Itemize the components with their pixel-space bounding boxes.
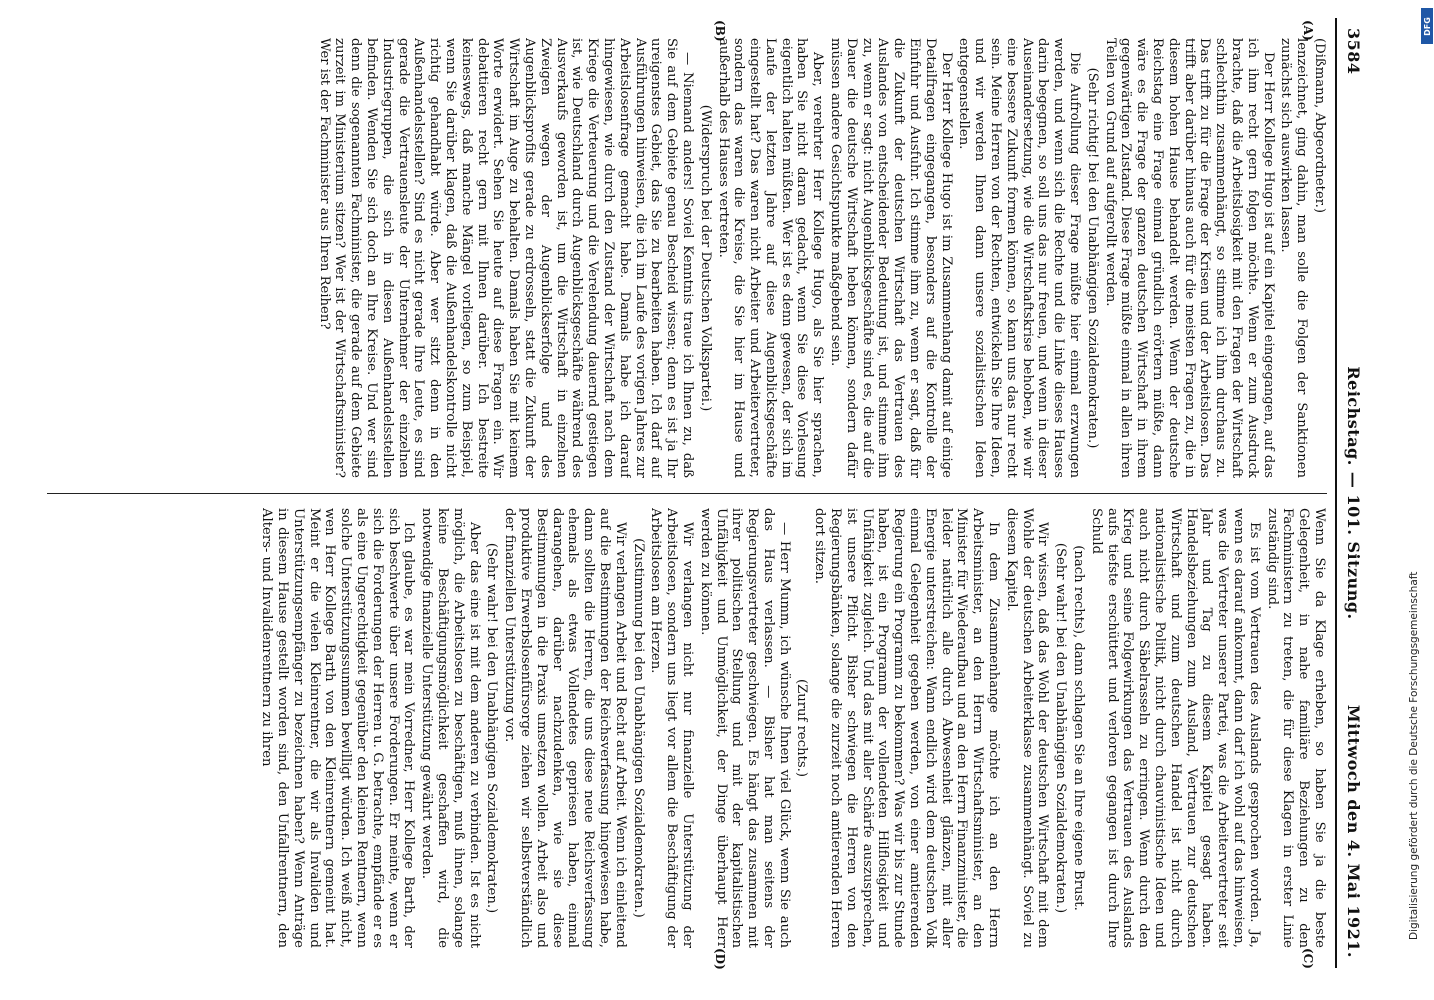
rotated-document-page	[27, 18, 1367, 968]
margin-marker-a: (A)	[1301, 20, 1315, 41]
margin-marker-b: (B)	[713, 20, 727, 42]
funding-note-text: Digitalisierung gefördert durch die Deutsche Forschungsgemeinschaft	[1408, 571, 1420, 940]
session-date: Mittwoch den 4. Mai 1921.	[1344, 704, 1363, 958]
paragraph: Der Herr Kollege Hugo ist auf ein Kapitel eingegangen, auf das ich ihm recht gern folgen möchte. Wenn er zum Ausdruck brachte, daß die Arbeitslosigkeit mit den Fragen der Wirtschaft schlechthin zusammenhängt, so stimme ich ihm durchaus zu. Das trifft zu für die Frage der Krisen und der Arbeitslosen. Das trifft aber darüber hinaus auch für die meisten Fragen zu, die in diesem hohen Hause behandelt werden. Wenn der deutsche Reichstag eine Frage einmal gründlich erörtern müßte, dann wäre es die Frage der ganzen deutschen Wirtschaft in ihrem gegenwärtigen Zustand. Diese Frage müßte einmal in allen ihren Teilen von Grund auf aufgerollt werden.	[1102, 38, 1276, 478]
interjection: (nach rechts), dann schlagen Sie an Ihre eigene Brust.	[1071, 545, 1087, 911]
dfg-logo-badge	[1421, 8, 1433, 44]
speaker-note: (Dißmann, Abgeordneter.)	[1312, 38, 1327, 213]
paragraph: Wir wissen, daß das Wohl der deutschen Wirtschaft mit dem Wohle der deutschen Arbeiterklasse zusammenhängt. Soviel zu diesem Kapitel.	[1003, 508, 1051, 948]
paragraph: Aber das eine ist mit dem anderen zu verbinden. Ist es nicht möglich, die Arbeitslosen zu beschäftigen, muß ihnen, solange keine Beschäftigungsmöglichkeit geschaffen wird, die notwendige finanzielle Unterstützung gewährt werden.	[419, 508, 482, 948]
paragraph: Wir verlangen nicht nur finanzielle Unterstützung der Arbeitslosen, sondern uns liegt vor allem die Beschäftigung der Arbeitslosen am Herzen.	[648, 508, 695, 948]
paragraph: Ich glaube, es war mein Vorredner, Herr Kollege Barth, der sich beschwerte über unsere Forderungen. Er meinte, wenn er sich die Forderungen der Herren u. G. betrachte, empfände er es als eine Ungerechtigkeit gegenüber den kleinen Rentnern, wenn solche Unterstützungssummen bewilligt würden. Ich weiß nicht, wen Herr Kollege Barth von den Kleinrentnern gemeint hat. Meint er die vielen Kleinrentner, die wir als Invaliden und Unterstützungsempfänger zu bezeichnen haben? Wenn Anträge in diesem Hause gestellt worden sind, den Unfallrentnern, den Alters- und Invalidenrentnern zu ihren	[259, 508, 417, 948]
interjection: (Zustimmung bei den Unabhängigen Sozialdemokraten.)	[630, 538, 646, 918]
interjection: (Widerspruch bei der Deutschen Volkspartei.)	[697, 104, 713, 412]
right-column	[47, 508, 1327, 948]
funding-side-note	[1388, 60, 1420, 940]
paragraph: Wenn Sie da Klage erheben, so haben Sie ja die beste Gelegenheit, in nahe familiäre Beziehungen zu den Fachministern zu treten, die für diese Klagen in erster Linie zuständig sind.	[1264, 508, 1327, 948]
paragraph: Wir verlangen Arbeit und Recht auf Arbeit. Wenn ich einleitend auf die Bestimmungen der Reichsverfassung hingewiesen habe, dann sollten die Herren, die uns diese neue Reichsverfassung ehemals als etwas Vollendetes gepriesen haben, einmal darangehen, darüber nachzudenken, wie sie diese Bestimmungen in die Praxis umsetzen wollen. Arbeit also und produktive Erwerbslosenfürsorge ziehen wir selbstverständlich der finanziellen Unterstützung vor.	[502, 508, 628, 948]
interjection: (Sehr richtig! bei den Unabhängigen Sozialdemokraten.)	[1084, 67, 1100, 449]
interjection: (Sehr wahr! bei den Unabhängigen Sozialdemokraten.)	[1053, 542, 1069, 914]
dfg-logo-text: DFG	[1422, 16, 1432, 36]
paragraph: — Niemand anders! Soviel Kenntnis traue ich Ihnen zu, daß Sie auf dem Gebiete genau Bescheid wissen; denn es ist ja Ihr ureigenstes Gebiet, das Sie zu bearbeiten haben. Ich darf auf Ausführungen hinweisen, die ich im Laufe des vorigen Jahres zur Arbeitslosenfrage gemacht habe. Damals habe ich darauf hingewiesen, wie durch den Zustand der Wirtschaft nach dem Kriege die Verteuerung und die Verelendung dauernd gestiegen ist, wie Deutschland durch Augenblicksgeschäfte während des Ausverkaufs geworden ist, um die Wirtschaft in einzelnen Zweigen wegen der Augenblickserfolge und des Augenblicksprofits gerade zu erdrosseln, statt die Zukunft der Wirtschaft im Auge zu behalten. Damals haben Sie mit keinem Worte erwidert. Sehen Sie heute auf diese Fragen ein. Wir debattieren recht gern mit Ihnen darüber. Ich bestreite keineswegs, daß manche Mängel vorliegen, so zum Beispiel, wenn Sie darüber klagen, daß die Außenhandelskontrolle nicht richtig gehandhabt würde. Aber wer sitzt denn in den Außenhandelsstellen? Sind es nicht gerade Ihre Leute, es sind gerade die Vertrauensleute der Unternehmer der einzelnen Industriegruppen, die sich in diesen Außenhandelsstellen befinden. Wenden Sie sich doch an Ihre Kreise. Und wer sind denn die sogenannten Fachminister, die gerade auf dem Gebiete zurzeit im Ministerium sitzen? Wer ist der Wirtschaftsminister? Wer ist der Fachminister aus Ihren Reihen?	[316, 38, 695, 478]
session-title: Reichstag. — 101. Sitzung.	[1344, 366, 1363, 620]
left-column	[47, 38, 1327, 478]
interjection: (Sehr wahr! bei den Unabhängigen Sozialdemokraten.)	[484, 542, 500, 914]
paragraph: In dem Zusammenhange möchte ich an den Herrn Arbeitsminister, an den Herrn Wirtschaftsminister, an den Minister für Wiederaufbau und an den Herrn Finanzminister, die leider natürlich alle durch Abwesenheit glänzen, mit aller Energie unterstreichen: Wann endlich wird dem deutschen Volk einmal Gelegenheit gegeben werden, von einer amtierenden Regierung ein Programm zu bekommen? Was wir bis zur Stunde haben, ist ein Programm der vollendeten Hilflosigkeit und Unfähigkeit zugleich. Und das mit aller Schärfe auszusprechen, ist unsere Pflicht. Bisher schwiegen die Herren von den Regierungsbänken, solange die zurzeit noch amtierenden Herren dort sitzen.	[812, 508, 1002, 948]
margin-marker-d: (D)	[713, 948, 727, 970]
paragraph: Die Aufrollung dieser Frage müßte hier einmal erzwungen werden, und wenn sich die Rechte und die Linke dieses Hauses darin begegnen, so soll uns das nur freuen, und wenn in dieser Auseinandersetzung, wie die Wirtschaftskrise behoben, wie wir eine bessere Zukunft formen können, so kann uns das nur recht sein. Meine Herren von der Rechten, entwickeln Sie Ihre Ideen, und wir werden Ihnen dann unsere sozialistischen Ideen entgegenstellen.	[956, 38, 1083, 478]
page-number: 3584	[1344, 28, 1363, 75]
page-header	[1337, 18, 1367, 968]
interjection: (Zuruf rechts.)	[794, 678, 810, 778]
column-divider	[47, 493, 1327, 494]
paragraph: Aber, verehrter Herr Kollege Hugo, als Sie hier sprachen, haben Sie nicht daran gedacht, wenn Sie diese Vorlesung eigentlich halten müßten. Wer ist es denn gewesen, der sich im Laufe der letzten Jahre auf diese Augenblicksgeschäfte eingestellt hat? Das waren nicht Arbeiter und Arbeitervertreter, sondern das waren die Kreise, die Sie hier im Hause und außerhalb des Hauses vertreten.	[715, 38, 826, 478]
paragraph: Der Herr Kollege Hugo ist im Zusammenhang damit auf einige Detailfragen eingegangen, besonders auf die Kontrolle der Einfuhr und Ausfuhr. Ich stimme ihm zu, wenn er sagt, daß für die Zukunft der deutschen Wirtschaft das Vertrauen des Auslandes von entscheidender Bedeutung ist, und stimme ihm zu, wenn er sagt: nicht Augenblicksgeschäfte sind es, die auf die Dauer die deutsche Wirtschaft heben können, sondern dafür müssen andere Gesichtspunkte maßgebend sein.	[828, 38, 954, 478]
header-rule	[1335, 18, 1337, 968]
paragraph: Es ist vom Vertrauen des Auslands gesprochen worden. Ja, wenn es darauf ankommt, dann darf ich wohl auf das hinweisen, was die Vertreter unserer Partei, was die Arbeitervertreter seit Jahr und Tag zu diesem Kapitel gesagt haben. Handelsbeziehungen zum Ausland, Vertrauen zur deutschen Wirtschaft und zum deutschen Handel ist nicht durch nationalistische Politik, nicht durch chauvinistische Ideen und auch nicht durch Säbelrasseln zu erringen. Wenn durch den Krieg und seine Folgewirkungen das Vertrauen des Auslands aufs tiefste erschüttert und verloren gegangen ist durch Ihre Schuld	[1088, 508, 1262, 948]
margin-marker-c: (C)	[1301, 948, 1315, 969]
paragraph: lenzeichnet, ging dahin, man solle die Folgen der Sanktionen zunächst sich auswirken lassen.	[1278, 38, 1310, 478]
paragraph: — Herr Mumm, ich wünsche Ihnen viel Glück, wenn Sie auch das Haus verlassen. — Bisher hat man seitens der Regierungsvertreter geschwiegen. Es hängt das zusammen mit ihrer politischen Stellung und mit der kapitalistischen Unfähigkeit und Unmöglichkeit, der Dinge überhaupt Herr werden zu können.	[697, 508, 792, 948]
